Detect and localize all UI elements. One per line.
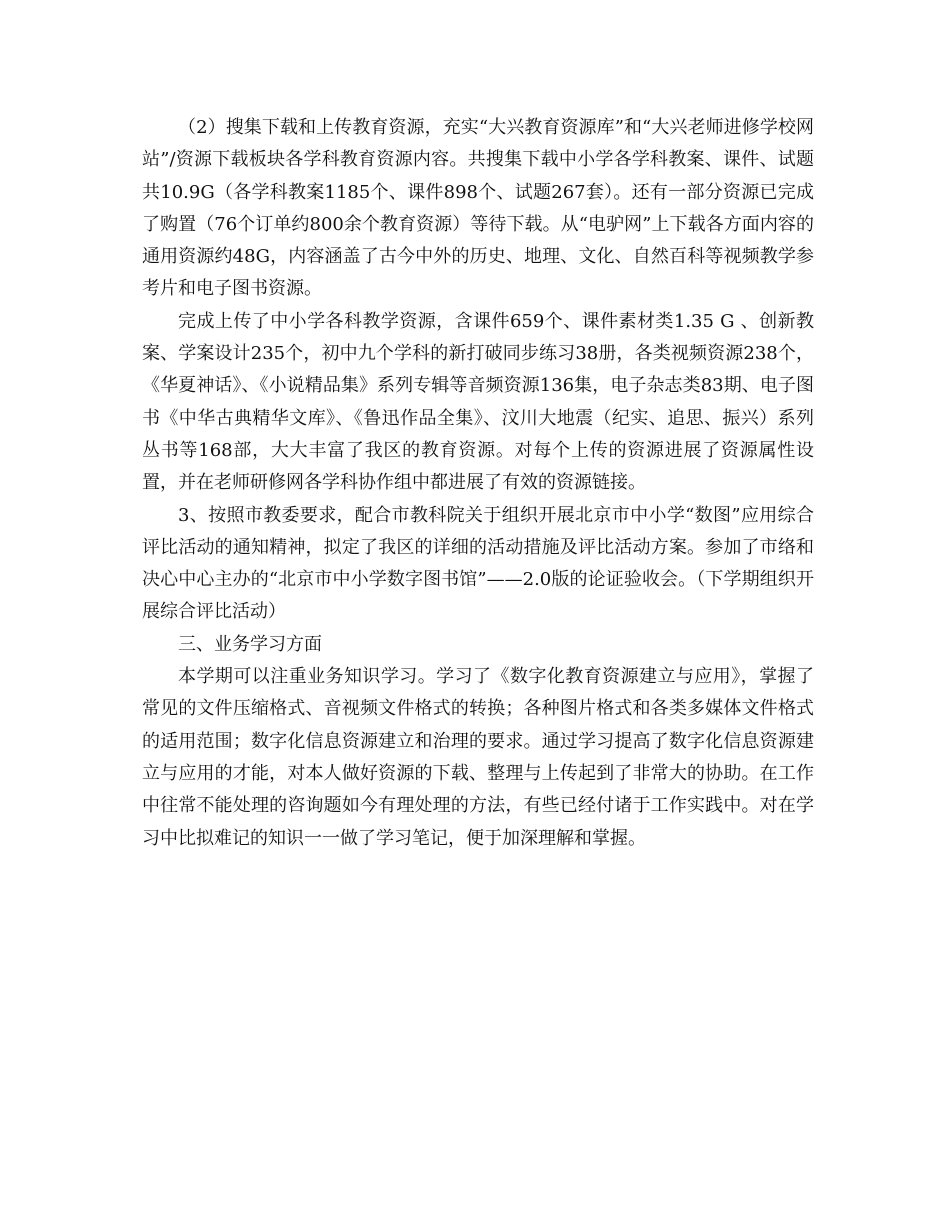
paragraph-evaluation-activity: 3、按照市教委要求，配合市教科院关于组织开展北京市中小学“数图”应用综合评比活动的通知精神，拟定了我区的详细的活动措施及评比活动方案。参加了市络和决心中心主办的“北京市中小学数字图书馆”——2.0版的论证验收会。（下学期组织开展综合评比活动） (142, 504, 814, 623)
paragraph-business-study: 本学期可以注重业务知识学习。学习了《数字化教育资源建立与应用》，掌握了常见的文件压缩格式、音视频文件格式的转换；各种图片格式和各类多媒体文件格式的适用范围；数字化信息资源建立和治理的要求。通过学习提高了数字化信息资源建立与应用的才能，对本人做好资源的下载、整理与上传起到了非常大的协助。在工作中往常不能处理的咨询题如今有理处理的方法，有些已经付诸于工作实践中。对在学习中比拟难记的知识一一做了学习笔记，便于加深理解和掌握。 (142, 666, 814, 849)
document-body (142, 112, 814, 855)
section-heading-business-study: 三、业务学习方面 (178, 633, 322, 655)
paragraph-resource-collection: （2）搜集下载和上传教育资源，充实“大兴教育资源库”和“大兴老师进修学校网站”/资源下载板块各学科教育资源内容。共搜集下载中小学各学科教案、课件、试题共10.9G（各学科教案1185个、课件898个、试题267套）。还有一部分资源已完成了购置（76个订单约800余个教育资源）等待下载。从“电驴网”上下载各方面内容的通用资源约48G，内容涵盖了古今中外的历史、地理、文化、自然百科等视频教学参考片和电子图书资源。 (142, 117, 814, 300)
paragraph-resource-upload: 完成上传了中小学各科教学资源，含课件659个、课件素材类1.35 G 、创新教案、学案设计235个，初中九个学科的新打破同步练习38册，各类视频资源238个，《华夏神话》、《小说精品集》系列专辑等音频资源136集，电子杂志类83期、电子图书《中华古典精华文库》、《鲁迅作品全集》、汶川大地震（纪实、追思、振兴）系列丛书等168部，大大丰富了我区的教育资源。对每个上传的资源进展了资源属性设置，并在老师研修网各学科协作组中都进展了有效的资源链接。 (142, 310, 814, 494)
